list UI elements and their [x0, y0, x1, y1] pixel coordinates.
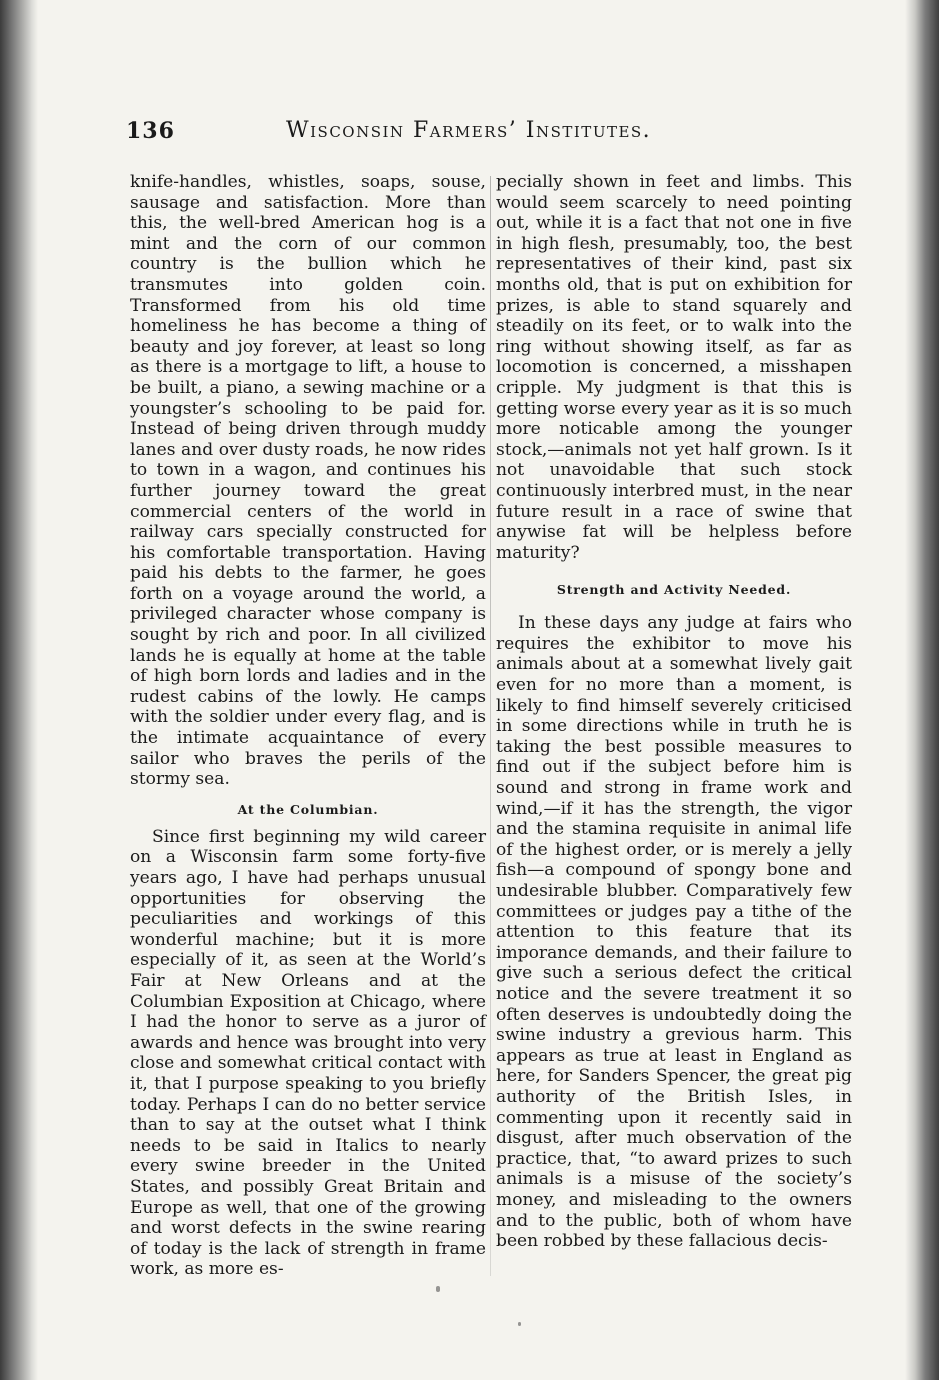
subhead-at-the-columbian: At the Columbian.	[237, 801, 379, 817]
left-column	[130, 172, 486, 1280]
scan-border-right	[905, 0, 939, 1380]
running-head: Wisconsin Farmers’ Institutes.	[286, 118, 652, 143]
ink-speck	[518, 1322, 521, 1326]
ink-speck	[436, 1286, 440, 1292]
page-number: 136	[126, 118, 175, 144]
left-paragraph-2: Since first beginning my wild career on a Wisconsin farm some forty-five years ago, I have had perhaps unusual opportunities for observing the peculiarities and workings of this wonderful machine; but it is more especially of it, as seen at the World’s Fair at New Orleans and at the Columbian Exposition at Chicago, where I had the honor to serve as a juror of awards and hence was brought into very close and somewhat critical contact with it, that I purpose speaking to you briefly today. Perhaps I can do no better service than to say at the outset what I think needs to be said in Italics to nearly every swine breeder in the United States, and possibly Great Britain and Europe as well, that one of the growing and worst defects in the swine rearing of today is the lack of strength in frame work, as more es-	[130, 826, 486, 1280]
left-paragraph-1: knife-handles, whistles, soaps, souse, sausage and satisfaction. More than this, the well-bred American hog is a mint and the corn of our common country is the bullion which he transmutes into golden coin. Transformed from his old time homeliness he has become a thing of beauty and joy forever, at least so long as there is a mortgage to lift, a house to be built, a piano, a sewing machine or a youngster’s schooling to be paid for. Instead of being driven through muddy lanes and over dusty roads, he now rides to town in a wagon, and continues his further journey toward the great commercial centers of the world in railway cars specially constructed for his comfortable transportation. Having paid his debts to the farmer, he goes forth on a voyage around the world, a privileged character whose company is sought by rich and poor. In all civilized lands he is equally at home at the table of high born lords and ladies and in the rudest cabins of the lowly. He camps with the soldier under every flag, and is the intimate acquaintance of every sailor who braves the perils of the stormy sea.	[130, 172, 486, 790]
column-divider	[490, 176, 491, 1276]
scan-border-left	[0, 0, 38, 1380]
subhead-strength-and-activity: Strength and Activity Needed.	[556, 582, 792, 598]
right-paragraph-2: In these days any judge at fairs who requires the exhibitor to move his animals about at a somewhat lively gait even for no more than a moment, is likely to find himself severely criticised in some directions while in truth he is taking the best possible measures to find out if the subject before him is sound and strong in frame work and wind,—if it has the strength, the vigor and the stamina requisite in animal life of the highest order, or is merely a jelly fish—a compound of spongy bone and undesirable blubber. Comparatively few committees or judges pay a tithe of the attention to this feature that its imporance demands, and their failure to give such a serious defect the critical notice and the severe treatment it so often deserves is undoubtedly doing the swine industry a grevious harm. This appears as true at least in England as here, for Sanders Spencer, the great pig authority of the British Isles, in commenting upon it recently said in disgust, after much observation of the practice, that, “to award prizes to such animals is a misuse of the society’s money, and misleading to the owners and to the public, both of whom have been robbed by these fallacious decis-	[496, 613, 852, 1252]
right-column	[496, 172, 852, 1252]
right-paragraph-1: pecially shown in feet and limbs. This would seem scarcely to need pointing out, while it is a fact that not one in five in high flesh, presumably, too, the best representatives of their kind, past six months old, that is put on exhibition for prizes, is able to stand squarely and steadily on its feet, or to walk into the ring without showing itself, as far as locomotion is concerned, a misshapen cripple. My judgment is that this is getting worse every year as it is so much more noticable among the younger stock,—animals not yet half grown. Is it not unavoidable that such stock continuously interbred must, in the near future result in a race of swine that anywise fat will be helpless before maturity?	[496, 172, 852, 563]
page-header	[122, 118, 682, 154]
